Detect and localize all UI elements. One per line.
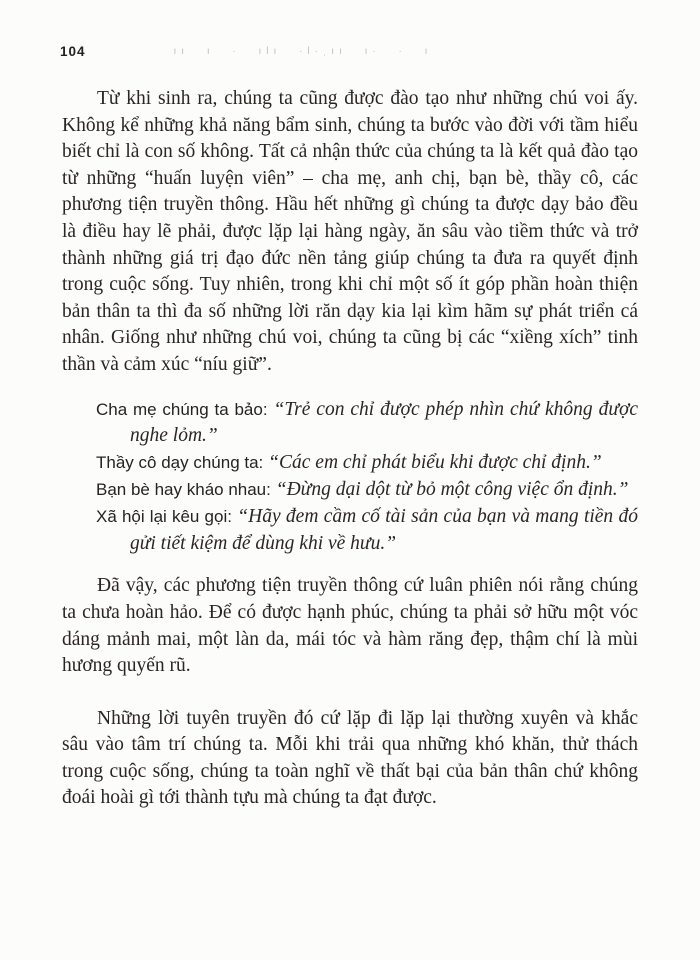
quote-item-friends [62, 477, 638, 504]
quote-speaker: Xã hội lại kêu gọi: [96, 506, 232, 526]
quote-text: “Trẻ con chỉ được phép nhìn chứ không được nghe lỏm.” [130, 398, 639, 447]
quote-item-parents [62, 397, 638, 451]
quote-speaker: Bạn bè hay kháo nhau: [96, 479, 271, 499]
page-number: 104 [60, 44, 86, 59]
quote-item-society [62, 504, 638, 558]
quote-speaker: Cha mẹ chúng ta bảo: [96, 399, 268, 419]
paragraph-propaganda-repetition: Những lời tuyên truyền đó cứ lặp đi lặp lại thường xuyên và khắc sâu vào tâm trí chúng ta. Mỗi khi trải qua những khó khăn, thử thách trong cuộc sống, chúng ta toàn nghĩ về thất bại của bản thân chứ không đoái hoài gì tới thành tựu mà chúng ta đạt được. [62, 707, 638, 809]
text-column [62, 86, 638, 829]
quote-item-teachers [62, 450, 638, 477]
quote-block [62, 397, 638, 558]
quote-speaker: Thầy cô dạy chúng ta: [96, 453, 264, 473]
paragraph-training-elephants: Từ khi sinh ra, chúng ta cũng được đào tạo như những chú voi ấy. Không kể những khả năng bẩm sinh, chúng ta bước vào đời với tầm hiểu biết chỉ là con số không. Tất cả nhận thức của chúng ta là kết quả đào tạo từ những “huấn luyện viên” – cha mẹ, anh chị, bạn bè, thầy cô, các phương tiện truyền thông. Hầu hết những gì chúng ta được dạy bảo đều là điều hay lẽ phải, được lặp lại hàng ngày, ăn sâu vào tiềm thức và trở thành những giá trị đạo đức nền tảng giúp chúng ta đưa ra quyết định trong cuộc sống. Tuy nhiên, trong khi chỉ một số ít góp phần hoàn thiện bản thân ta thì đa số những lời răn dạy kia lại kìm hãm sự phát triển cá nhân. Giống như những chú voi, chúng ta cũng bị các “xiềng xích” tinh thần và cảm xúc “níu giữ”. [62, 88, 638, 375]
paragraph-media-imperfection: Đã vậy, các phương tiện truyền thông cứ luân phiên nói rằng chúng ta chưa hoàn hảo. Để có được hạnh phúc, chúng ta phải sở hữu một vóc dáng mảnh mai, một làn da, mái tóc và hàm răng đẹp, thậm chí là mùi hương quyến rũ. [62, 575, 638, 677]
quote-text: “Các em chỉ phát biểu khi được chỉ định.” [268, 452, 602, 474]
page-header [60, 43, 640, 61]
quote-text: “Đừng dại dột từ bỏ một công việc ổn định.” [275, 478, 629, 500]
quote-text: “Hãy đem cầm cố tài sản của bạn và mang tiền đó gửi tiết kiệm để dùng khi về hưu.” [130, 505, 638, 554]
running-header-faint: ıı ı · ılı ·l·ˌıı ı· · ı [173, 46, 433, 57]
